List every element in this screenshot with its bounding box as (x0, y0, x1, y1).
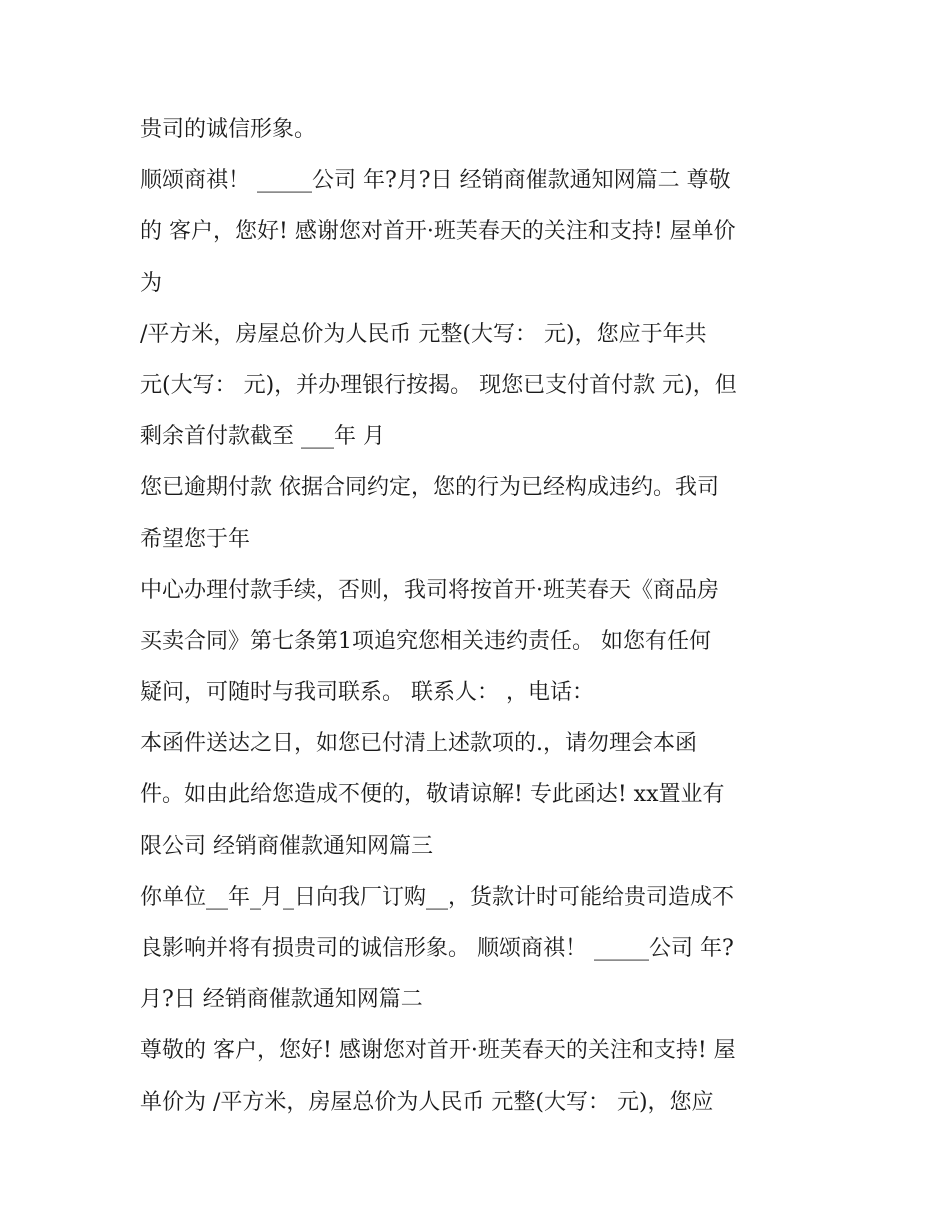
text-line: 您已逾期付款 依据合同约定，您的行为已经构成违约。我司 (140, 475, 719, 501)
text-line: 尊敬的 客户，您好! 感谢您对首开·班芙春天的关注和支持! 屋 (140, 1038, 736, 1064)
text-line: 限公司 经销商催款通知网篇三 (140, 833, 433, 859)
text-line: 疑问，可随时与我司联系。 联系人： ，电话： (140, 680, 594, 706)
text-line: /平方米，房屋总价为人民币 元整(大写： 元)，您应于年共 (140, 321, 707, 347)
text-line: 顺颂商祺！ _____公司 年?月?日 经销商催款通知网篇二 尊敬 (140, 168, 731, 194)
document-body (140, 104, 820, 1128)
text-line: 件。如由此给您造成不便的，敬请谅解! 专此函达! xx置业有 (140, 782, 725, 808)
text-line: 元(大写： 元)，并办理银行按揭。 现您已支付首付款 元)，但 (140, 372, 737, 398)
text-line: 希望您于年 (140, 526, 251, 552)
text-line: 买卖合同》第七条第1项追究您相关违约责任。 如您有任何 (140, 628, 711, 654)
text-line: 的 客户，您好! 感谢您对首开·班芙春天的关注和支持! 屋单价 (140, 219, 736, 245)
text-line: 剩余首付款截至 ___年 月 (140, 424, 385, 450)
text-line: 中心办理付款手续，否则，我司将按首开·班芙春天《商品房 (140, 577, 719, 603)
text-line: 良影响并将有损贵司的诚信形象。 顺颂商祺！ _____公司 年? (140, 936, 734, 961)
text-line: 贵司的诚信形象。 (140, 117, 317, 142)
text-line: 本函件送达之日，如您已付清上述款项的.，请勿理会本函 (140, 731, 697, 757)
text-line: 单价为 /平方米，房屋总价为人民币 元整(大写： 元)，您应 (140, 1089, 714, 1115)
text-line: 为 (140, 270, 163, 296)
text-line: 你单位__年_月_日向我厂订购__，货款计时可能给贵司造成不 (140, 884, 735, 910)
text-line: 月?日 经销商催款通知网篇二 (140, 987, 423, 1013)
